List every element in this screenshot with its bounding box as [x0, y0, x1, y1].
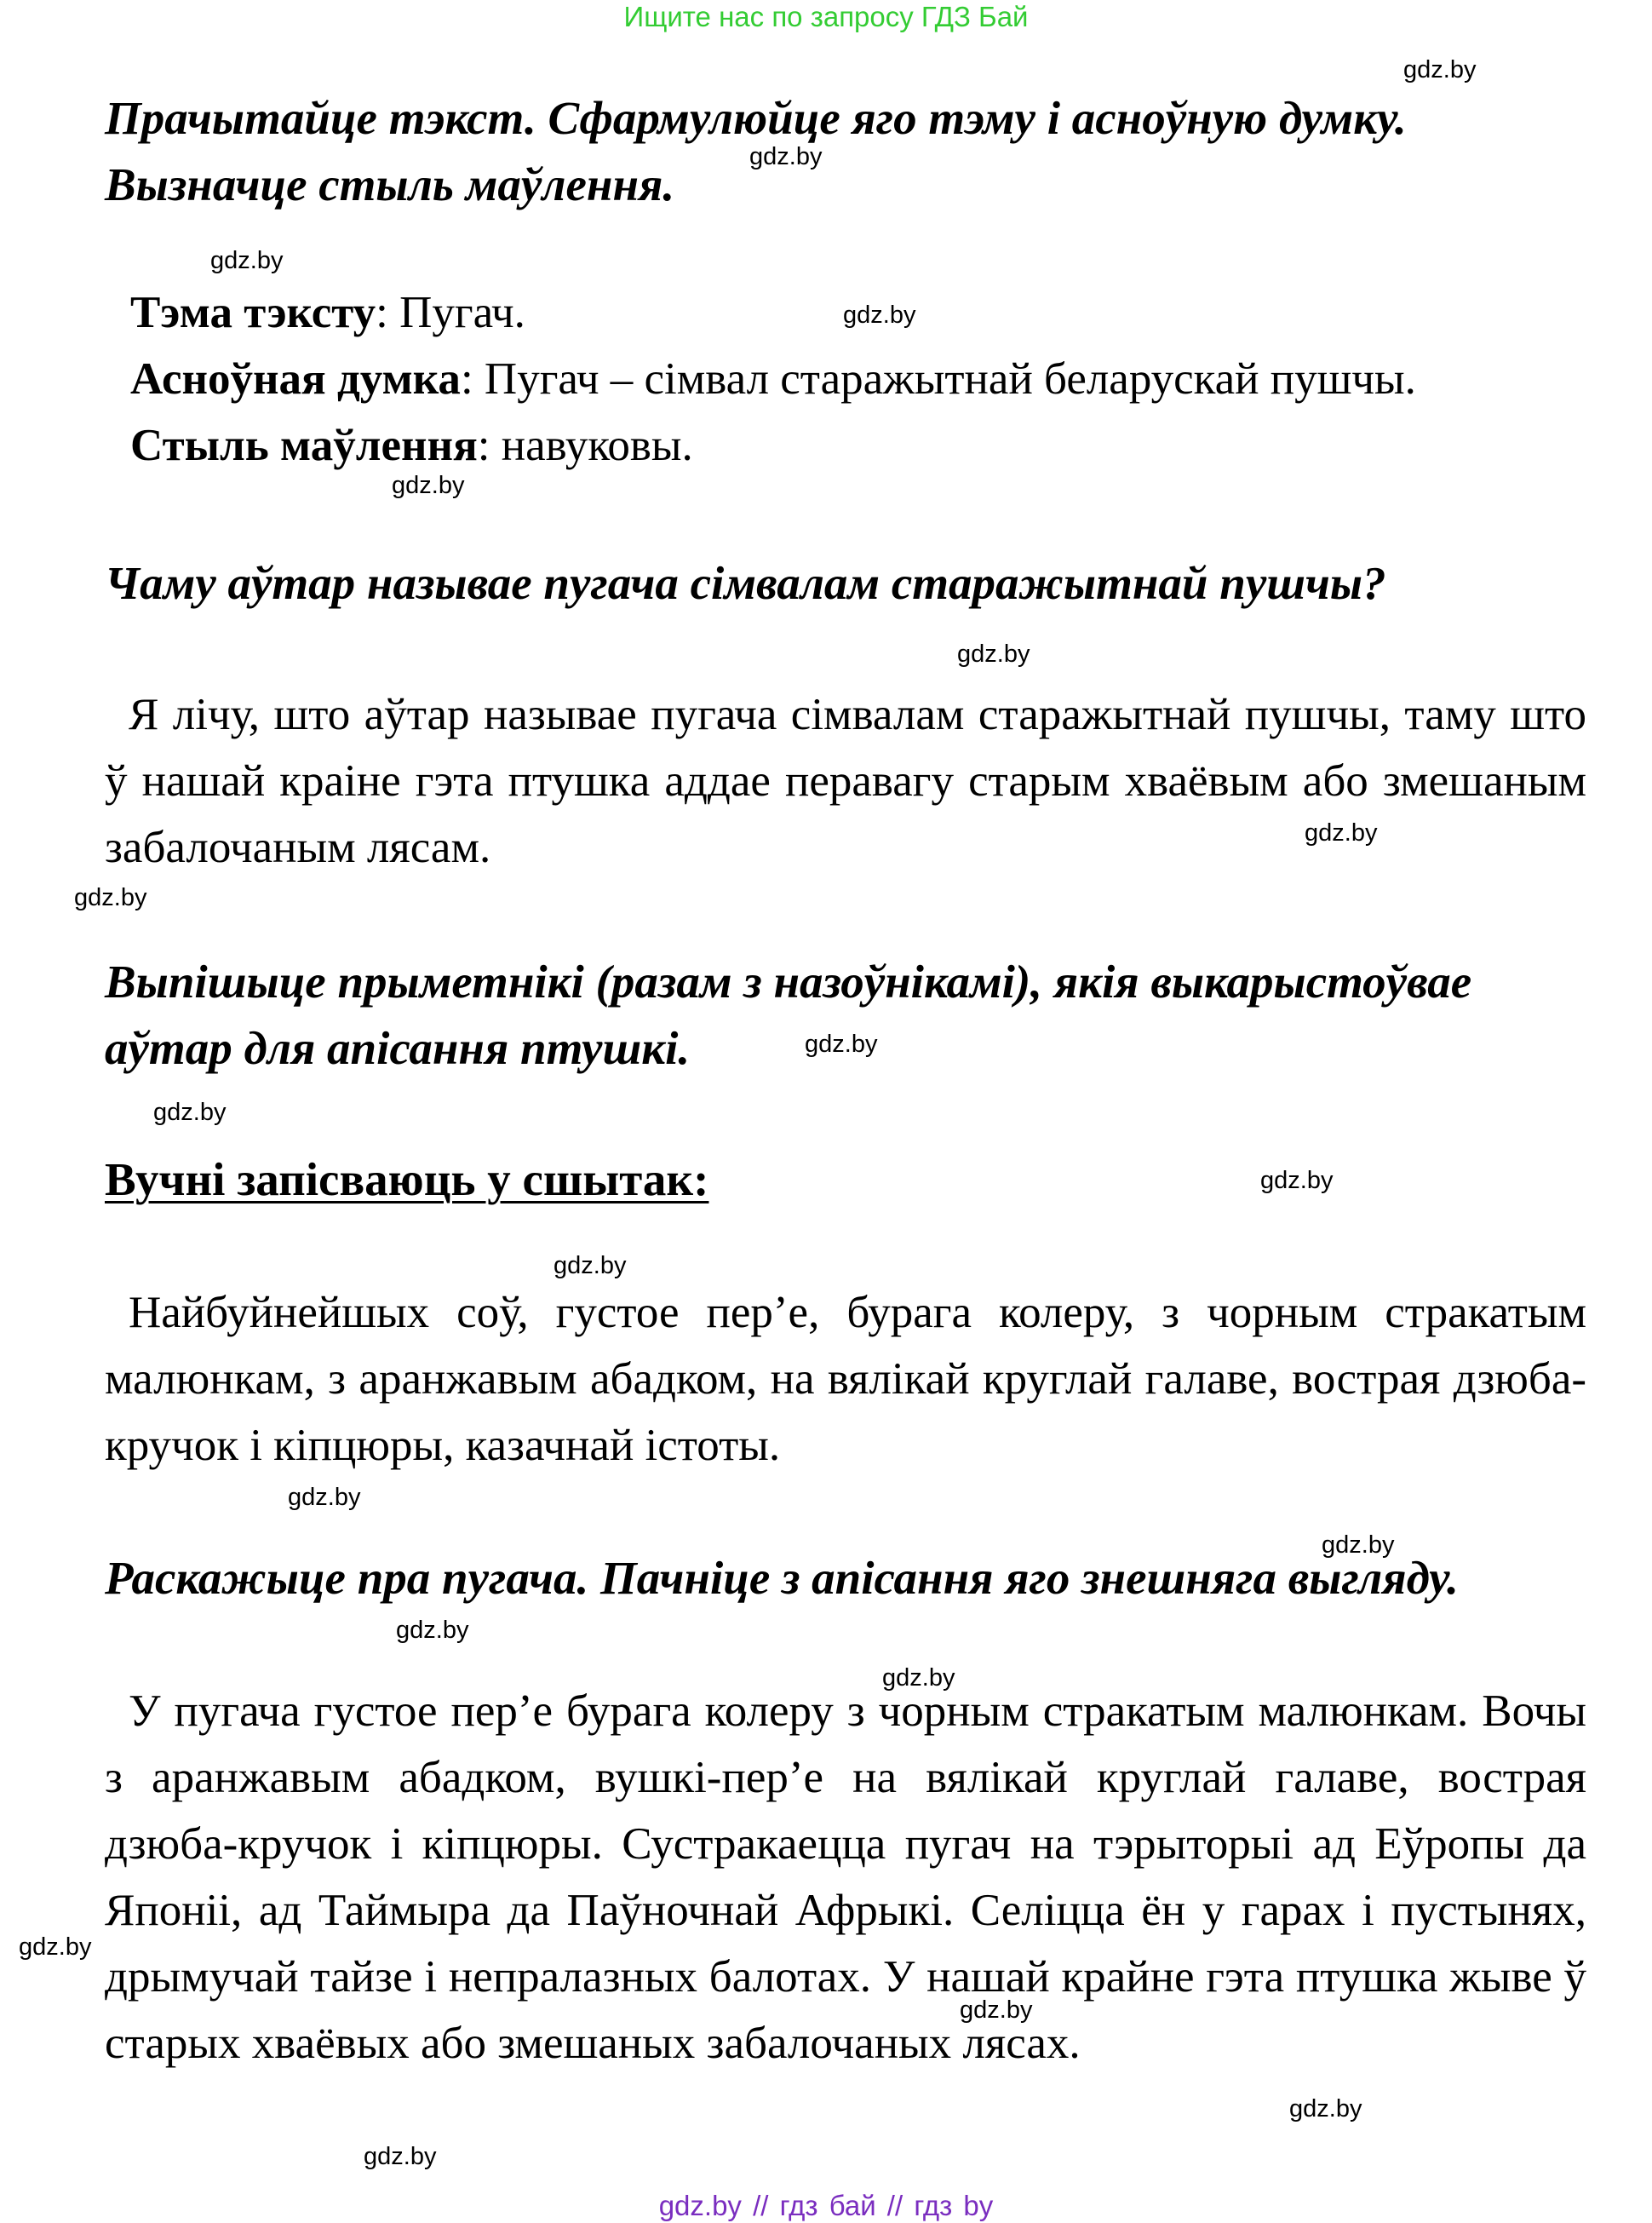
task-2-prompt: Чаму аўтар называе пугача сімвалам старажытнай пушчы?: [105, 557, 1386, 609]
answer-main-idea: [130, 346, 1416, 412]
bottom-footer[interactable]: gdz.by // гдз бай // гдз by: [658, 2190, 994, 2221]
task-4-prompt: Раскажыце пра пугача. Пачніце з апісання яго знешняга выгляду.: [105, 1552, 1459, 1604]
style-value: : навуковы.: [477, 421, 693, 470]
watermark: gdz.by: [843, 302, 916, 329]
idea-label: Асноўная думка: [130, 354, 461, 404]
watermark: gdz.by: [554, 1252, 627, 1279]
task-1-prompt: Прачытайце тэкст. Сфармулюйце яго тэму і асноўную думку. Вызначце стыль маўлення.: [105, 92, 1407, 210]
style-label: Стыль маўлення: [130, 421, 478, 470]
watermark: gdz.by: [882, 1664, 955, 1692]
watermark: gdz.by: [1260, 1167, 1334, 1194]
watermark: gdz.by: [153, 1099, 227, 1126]
task-3-prompt: Выпішыце прыметнікі (разам з назоўнікамі), якія выкарыстоўвае аўтар для апісання птушкі.: [105, 956, 1472, 1074]
watermark: gdz.by: [1289, 2095, 1362, 2122]
answer-3-text: Найбуйнейшых соў, густое пер’е, бурага колеру, з чорным стракатым малюнкам, з аранжавым абадком, на вялікай круглай галаве, вострая дзюба-кручок і кіпцюры, казачнай істоты.: [105, 1288, 1586, 1470]
watermark: gdz.by: [957, 640, 1030, 668]
watermark: gdz.by: [364, 2143, 437, 2170]
watermark: gdz.by: [1305, 819, 1378, 847]
watermark: gdz.by: [805, 1031, 878, 1058]
answer-4-text: У пугача густое пер’е бурага колеру з чорным стракатым малюнкам. Вочы з аранжавым абадком, вушкі-пер’е на вялікай круглай галаве, вострая дзюба-кручок і кіпцюры. Сустракаецца пугач на тэрыторыі ад Еўропы да Японіі, ад Таймыра да Паўночнай Афрыкі. Селіцца ён у гарах і пустынях, дрымучай тайзе і непралазных балотах. У нашай крайне гэта птушка жыве ў старых хваёвых або змешаных забалочаных лясах.: [105, 1686, 1586, 2068]
notebook-heading: Вучні запісваюць у сшытак:: [105, 1153, 709, 1205]
answer-theme: [130, 279, 525, 346]
theme-label: Тэма тэксту: [130, 288, 376, 337]
idea-value: : Пугач – сімвал старажытнай беларускай пушчы.: [460, 354, 1416, 404]
watermark: gdz.by: [749, 143, 823, 170]
watermark: gdz.by: [960, 1996, 1033, 2024]
answer-2-text: Я лічу, што аўтар называе пугача сімвалам старажытнай пушчы, таму што ў нашай краіне гэта птушка аддае перавагу старым хваёвым або змешаным забалочаным лясам.: [105, 690, 1586, 872]
watermark: gdz.by: [210, 247, 284, 274]
answer-speech-style: [130, 412, 693, 479]
watermark: gdz.by: [288, 1484, 361, 1511]
watermark: gdz.by: [1322, 1531, 1395, 1559]
watermark: gdz.by: [19, 1933, 92, 1961]
watermark: gdz.by: [1403, 56, 1477, 83]
watermark: gdz.by: [74, 884, 147, 911]
watermark: gdz.by: [396, 1617, 469, 1644]
watermark: gdz.by: [392, 472, 465, 499]
top-banner[interactable]: Ищите нас по запросу ГДЗ Бай: [623, 1, 1029, 32]
theme-value: : Пугач.: [376, 288, 525, 337]
